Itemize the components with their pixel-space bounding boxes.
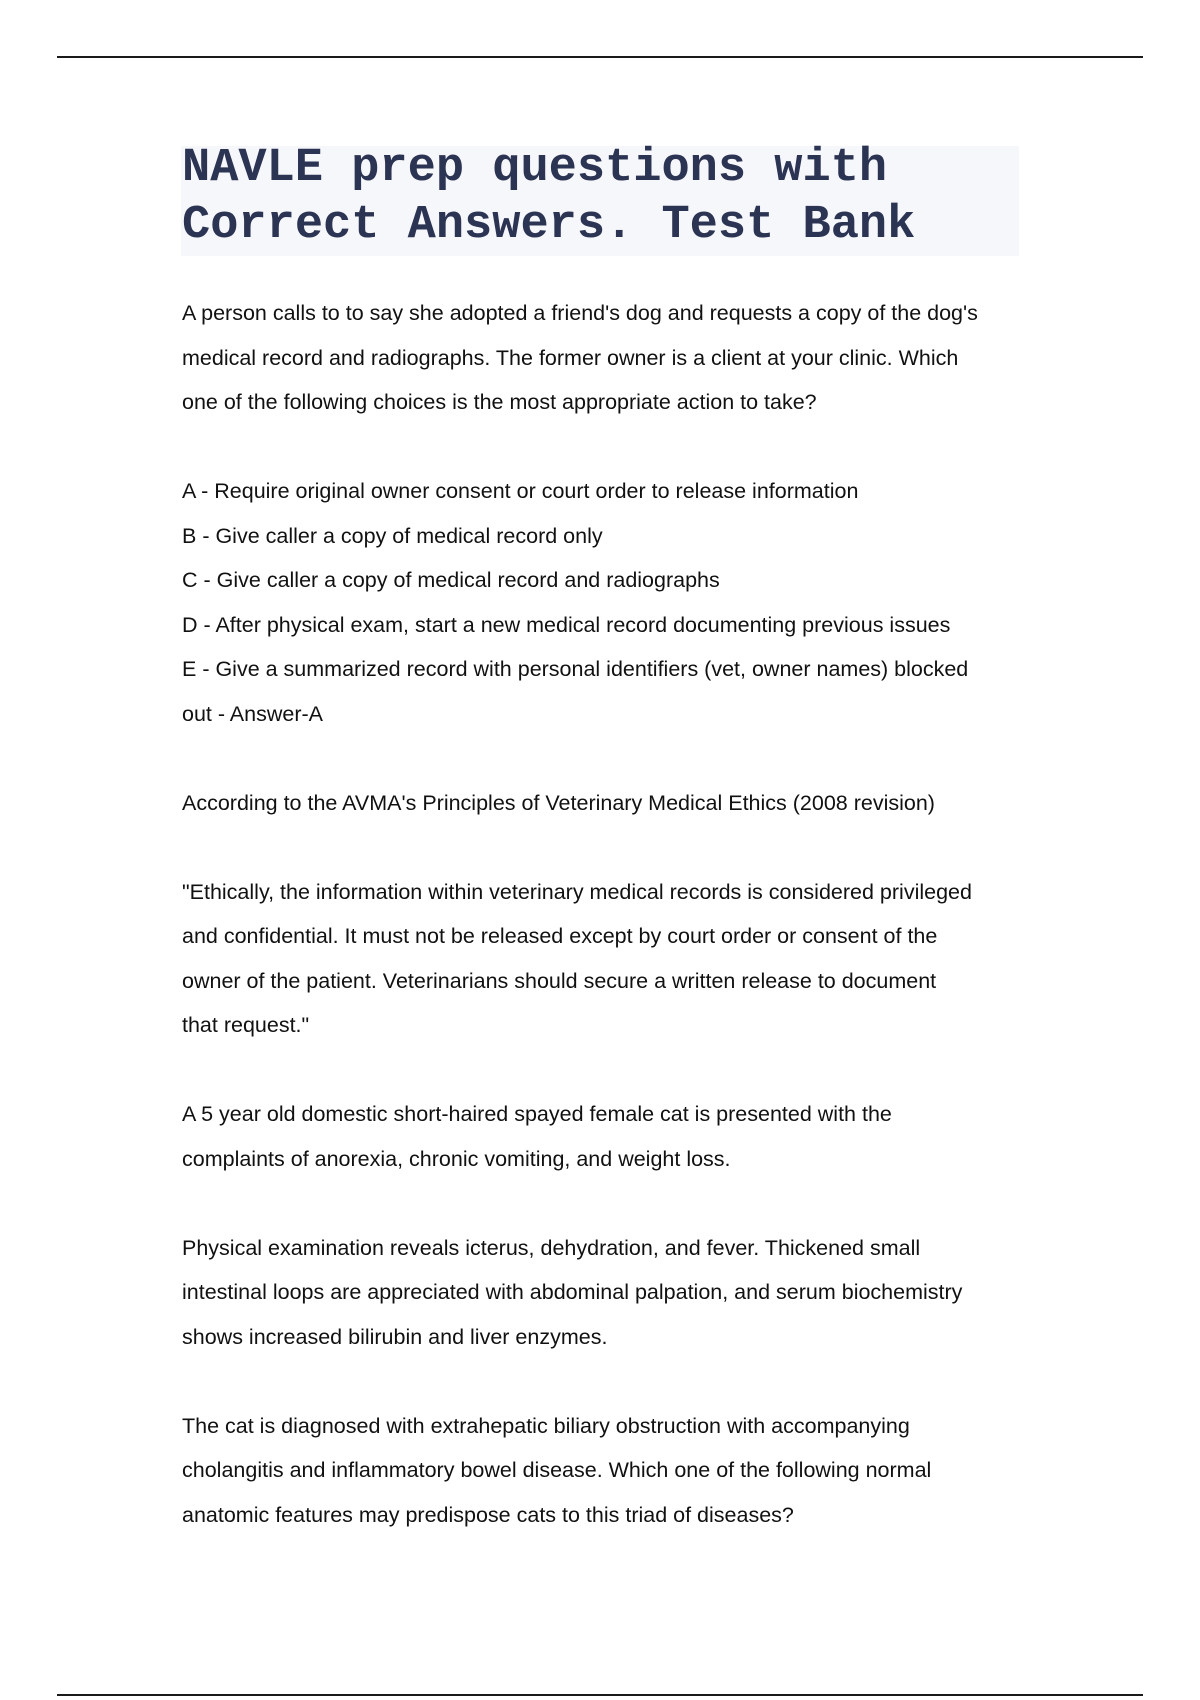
option-b: B - Give caller a copy of medical record only bbox=[182, 523, 603, 548]
option-e: E - Give a summarized record with personal identifiers (vet, owner names) blocked bbox=[182, 657, 969, 681]
option-c: C - Give caller a copy of medical record and radiographs bbox=[182, 568, 720, 592]
option-a: A - Require original owner consent or court order to release information bbox=[182, 479, 859, 503]
document-body bbox=[182, 291, 1042, 1537]
question-1-quote bbox=[182, 870, 1042, 1048]
question-1-reference bbox=[182, 781, 1042, 826]
text-line: intestinal loops are appreciated with abdominal palpation, and serum biochemistry bbox=[182, 1280, 963, 1304]
text-line: According to the AVMA's Principles of Veterinary Medical Ethics (2008 revision) bbox=[182, 790, 935, 815]
bottom-rule bbox=[57, 1694, 1143, 1696]
text-line: one of the following choices is the most appropriate action to take? bbox=[182, 390, 817, 414]
question-2-exam bbox=[182, 1226, 1042, 1360]
question-1-stem bbox=[182, 291, 1042, 425]
top-rule bbox=[57, 56, 1143, 58]
text-line: that request." bbox=[182, 1013, 310, 1037]
text-line: owner of the patient. Veterinarians should secure a written release to document bbox=[182, 968, 937, 993]
title-line-2: Correct Answers. Test Bank bbox=[182, 199, 916, 252]
text-line: medical record and radiographs. The former owner is a client at your clinic. Which bbox=[182, 345, 959, 370]
text-line: shows increased bilirubin and liver enzymes. bbox=[182, 1324, 608, 1349]
text-line: cholangitis and inflammatory bowel disease. Which one of the following normal bbox=[182, 1458, 932, 1482]
text-line: "Ethically, the information within veterinary medical records is considered privileged bbox=[182, 879, 972, 904]
text-line: A 5 year old domestic short-haired spayed female cat is presented with the bbox=[182, 1102, 892, 1126]
title-line-1: NAVLE prep questions with bbox=[182, 142, 888, 195]
text-line: Physical examination reveals icterus, dehydration, and fever. Thickened small bbox=[182, 1235, 921, 1260]
text-line: and confidential. It must not be released except by court order or consent of the bbox=[182, 924, 938, 948]
text-line: complaints of anorexia, chronic vomiting, and weight loss. bbox=[182, 1146, 731, 1171]
answer-line: out - Answer-A bbox=[182, 701, 323, 726]
text-line: anatomic features may predispose cats to this triad of diseases? bbox=[182, 1502, 794, 1527]
question-1-options bbox=[182, 469, 1042, 736]
text-line: A person calls to to say she adopted a friend's dog and requests a copy of the dog's bbox=[182, 301, 978, 325]
question-2-intro bbox=[182, 1092, 1042, 1181]
text-line: The cat is diagnosed with extrahepatic biliary obstruction with accompanying bbox=[182, 1413, 910, 1438]
document-title bbox=[182, 140, 1022, 254]
option-d: D - After physical exam, start a new medical record documenting previous issues bbox=[182, 612, 951, 637]
question-2-diagnosis bbox=[182, 1404, 1042, 1538]
